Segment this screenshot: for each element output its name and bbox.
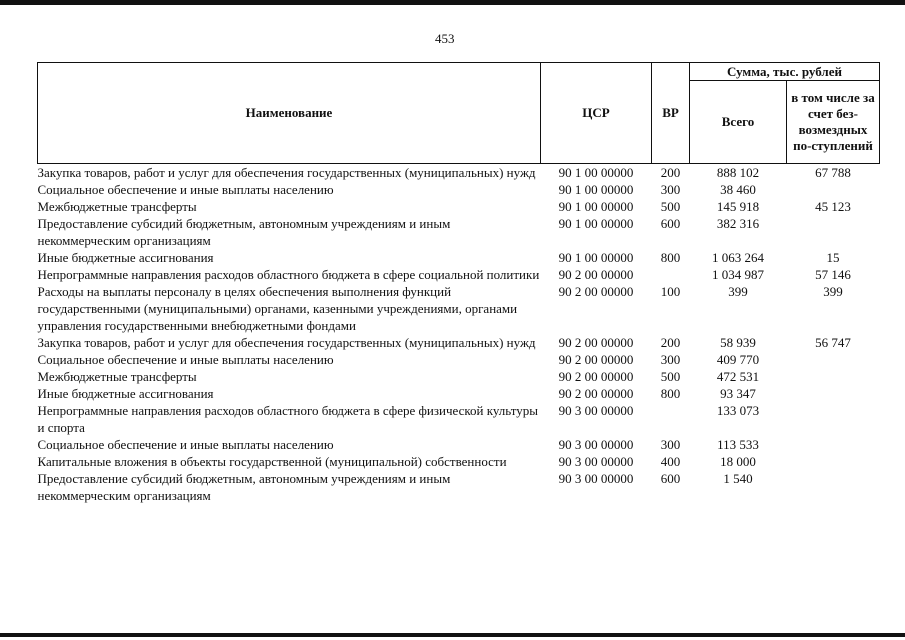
row-free: 67 788 xyxy=(815,165,851,180)
row-csr: 90 2 00 00000 xyxy=(558,352,634,367)
row-vr: 800 xyxy=(660,386,681,401)
row-vr: 500 xyxy=(660,369,681,384)
table-row xyxy=(38,266,880,283)
header-free: в том числе за счет без-возмездных по-ступлений xyxy=(787,81,880,164)
row-name: Межбюджетные трансферты xyxy=(37,369,197,384)
row-total: 58 939 xyxy=(720,335,756,350)
row-vr: 800 xyxy=(660,250,681,265)
row-total: 382 316 xyxy=(716,216,760,231)
row-total: 1 540 xyxy=(723,471,753,486)
row-name: Иные бюджетные ассигнования xyxy=(37,386,214,401)
row-vr: 100 xyxy=(660,284,681,299)
row-vr: 200 xyxy=(660,165,681,180)
row-total: 145 918 xyxy=(716,199,760,214)
row-vr xyxy=(652,402,690,436)
row-total: 888 102 xyxy=(716,165,760,180)
row-name: Иные бюджетные ассигнования xyxy=(37,250,214,265)
row-vr: 400 xyxy=(660,454,681,469)
row-total: 399 xyxy=(728,284,748,299)
header-vr: ВР xyxy=(652,63,690,164)
row-csr: 90 2 00 00000 xyxy=(558,284,634,299)
top-rule xyxy=(0,0,905,5)
row-csr: 90 2 00 00000 xyxy=(558,386,634,401)
row-name: Закупка товаров, работ и услуг для обеспечения государственных (муниципальных) нужд xyxy=(37,165,536,180)
row-csr: 90 2 00 00000 xyxy=(558,335,634,350)
row-free xyxy=(787,385,880,402)
row-free: 15 xyxy=(826,250,840,265)
row-csr: 90 2 00 00000 xyxy=(558,369,634,384)
row-vr xyxy=(652,266,690,283)
row-csr: 90 2 00 00000 xyxy=(558,267,634,282)
row-csr: 90 1 00 00000 xyxy=(558,165,634,180)
row-name: Непрограммные направления расходов областного бюджета в сфере физической культуры и спорта xyxy=(37,403,538,435)
row-total: 133 073 xyxy=(716,403,760,418)
row-name: Социальное обеспечение и иные выплаты населению xyxy=(37,182,334,197)
row-csr: 90 3 00 00000 xyxy=(558,454,634,469)
row-free xyxy=(787,351,880,368)
bottom-rule xyxy=(0,633,905,637)
row-name: Непрограммные направления расходов областного бюджета в сфере социальной политики xyxy=(37,267,540,282)
row-total: 1 034 987 xyxy=(712,267,764,282)
row-total: 93 347 xyxy=(720,386,756,401)
row-csr: 90 3 00 00000 xyxy=(558,403,634,418)
row-name: Предоставление субсидий бюджетным, автономным учреждениям и иным некоммерческим организациям xyxy=(37,471,451,503)
row-vr: 600 xyxy=(660,471,681,486)
table-row xyxy=(38,436,880,453)
row-total: 38 460 xyxy=(720,182,756,197)
row-vr: 300 xyxy=(660,182,681,197)
row-name: Социальное обеспечение и иные выплаты населению xyxy=(37,352,334,367)
row-name: Межбюджетные трансферты xyxy=(37,199,197,214)
row-free xyxy=(787,402,880,436)
row-total: 18 000 xyxy=(720,454,756,469)
row-free xyxy=(787,453,880,470)
row-free: 45 123 xyxy=(815,199,851,214)
table-header-row xyxy=(38,63,880,81)
row-name: Закупка товаров, работ и услуг для обеспечения государственных (муниципальных) нужд xyxy=(37,335,536,350)
row-name: Капитальные вложения в объекты государственной (муниципальной) собственности xyxy=(37,454,507,469)
header-total: Всего xyxy=(690,81,787,164)
row-free xyxy=(787,181,880,198)
row-csr: 90 3 00 00000 xyxy=(558,437,634,452)
row-free xyxy=(787,368,880,385)
table-row xyxy=(38,334,880,351)
budget-table xyxy=(37,62,880,504)
row-free xyxy=(787,215,880,249)
table-row xyxy=(38,215,880,249)
row-vr: 600 xyxy=(660,216,681,231)
row-csr: 90 1 00 00000 xyxy=(558,199,634,214)
table-row xyxy=(38,351,880,368)
header-name: Наименование xyxy=(38,63,541,164)
page-number: 453 xyxy=(435,31,455,46)
row-csr: 90 1 00 00000 xyxy=(558,182,634,197)
row-csr: 90 1 00 00000 xyxy=(558,250,634,265)
row-free: 56 747 xyxy=(815,335,851,350)
row-csr: 90 3 00 00000 xyxy=(558,471,634,486)
table-row xyxy=(38,198,880,215)
row-name: Расходы на выплаты персоналу в целях обеспечения выполнения функций государственными (муниципальными) органами, казенными учреждениями, органами управления государственными внебюджетными фондами xyxy=(37,284,518,333)
row-csr: 90 1 00 00000 xyxy=(558,216,634,231)
table-row xyxy=(38,402,880,436)
row-vr: 300 xyxy=(660,352,681,367)
header-sum-group: Сумма, тыс. рублей xyxy=(690,63,880,81)
row-free xyxy=(787,470,880,504)
row-vr: 200 xyxy=(660,335,681,350)
row-name: Социальное обеспечение и иные выплаты населению xyxy=(37,437,334,452)
header-csr: ЦСР xyxy=(541,63,652,164)
row-free xyxy=(787,436,880,453)
row-free: 399 xyxy=(823,284,843,299)
table-row xyxy=(38,181,880,198)
row-vr: 300 xyxy=(660,437,681,452)
table-row xyxy=(38,385,880,402)
row-free: 57 146 xyxy=(815,267,851,282)
row-name: Предоставление субсидий бюджетным, автономным учреждениям и иным некоммерческим организациям xyxy=(37,216,451,248)
table-row xyxy=(38,368,880,385)
row-total: 472 531 xyxy=(716,369,760,384)
table-row xyxy=(38,470,880,504)
table-row xyxy=(38,453,880,470)
table-body xyxy=(38,164,880,505)
row-vr: 500 xyxy=(660,199,681,214)
row-total: 113 533 xyxy=(717,437,759,452)
table-row xyxy=(38,283,880,334)
table-row xyxy=(38,164,880,182)
table-row xyxy=(38,249,880,266)
row-total: 1 063 264 xyxy=(712,250,764,265)
row-total: 409 770 xyxy=(716,352,760,367)
